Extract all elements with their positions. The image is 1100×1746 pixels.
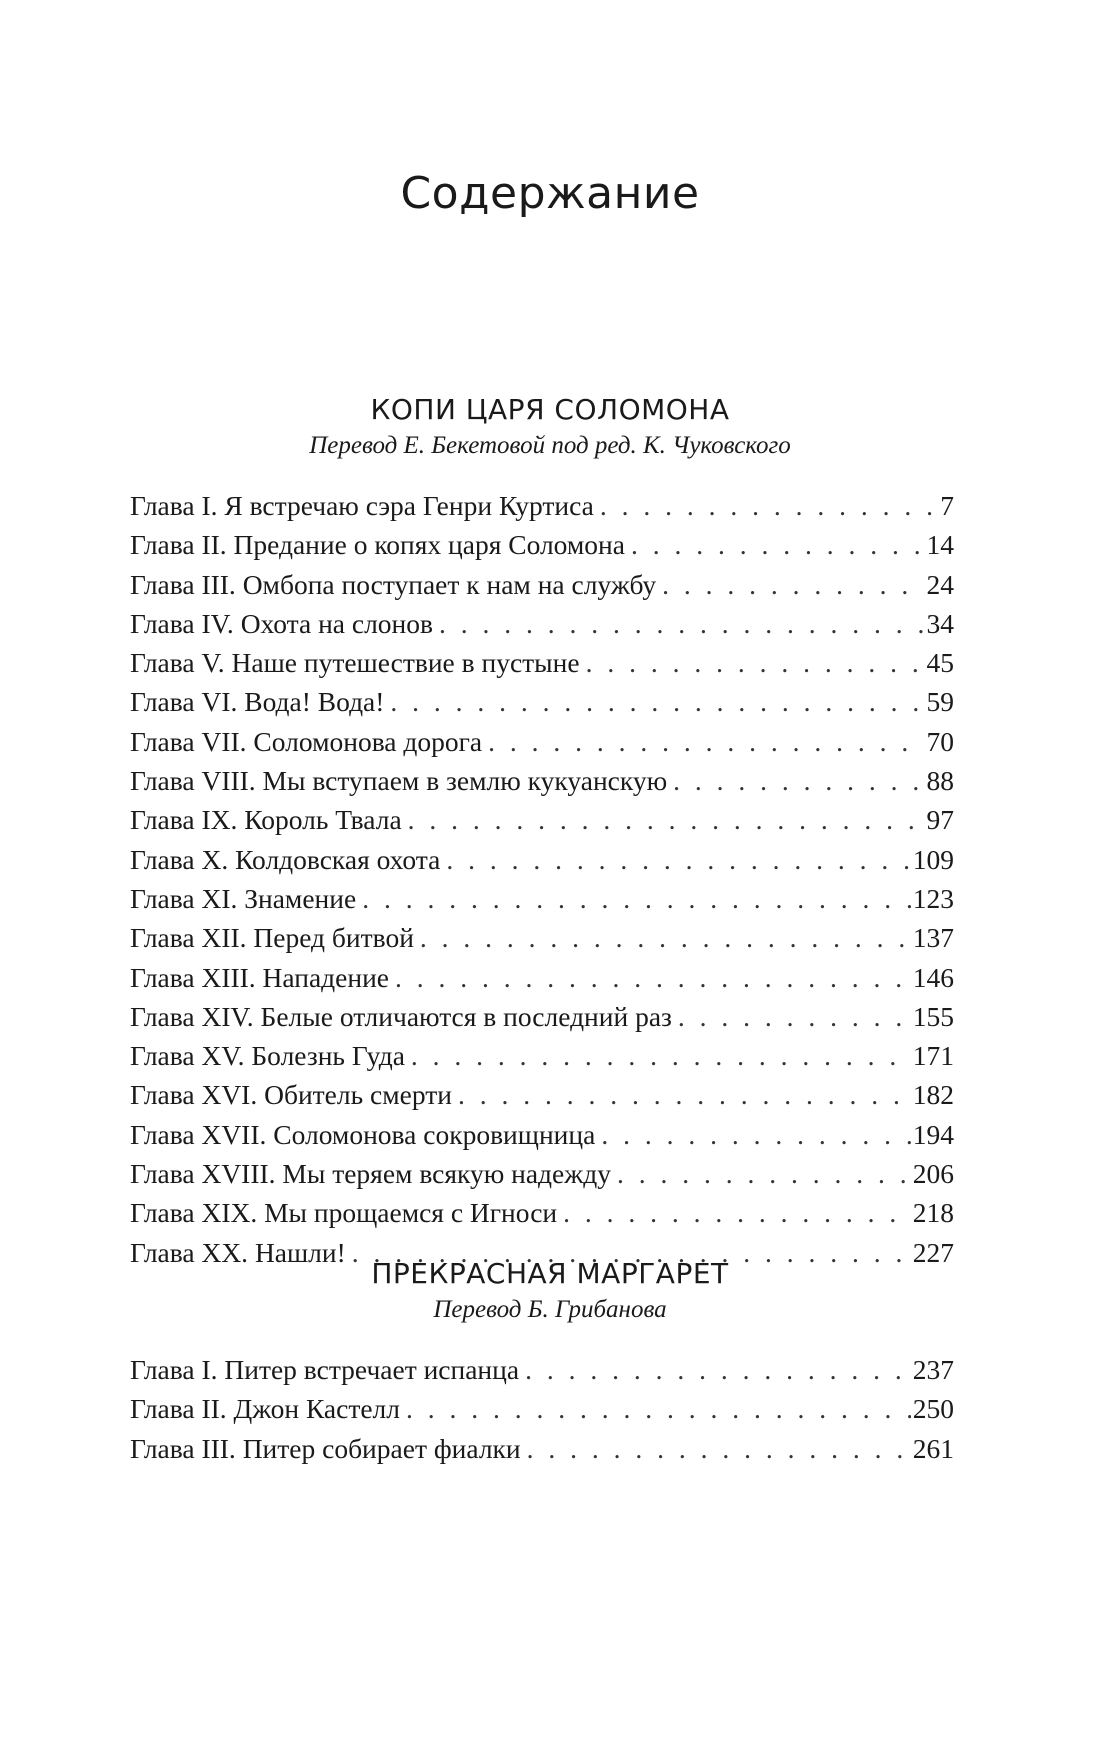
toc-chapter-title: Нападение — [262, 961, 390, 993]
toc-chapter-number: Глава III. — [130, 1432, 236, 1464]
toc-chapter-title: Мы вступаем в землю кукуанскую — [262, 765, 668, 797]
toc-page-number: 171 — [912, 1040, 954, 1072]
toc-chapter-title: Я встречаю сэра Генри Куртиса — [224, 490, 594, 521]
toc-page-number: 155 — [912, 1000, 954, 1032]
toc-page-number: 206 — [912, 1158, 954, 1190]
toc-page-number: 34 — [926, 607, 954, 639]
toc-entry — [130, 604, 954, 643]
toc-leader-dots — [395, 958, 911, 997]
toc-chapter-title: Обитель смерти — [264, 1079, 452, 1111]
toc-chapter-number: Глава XV. — [130, 1040, 245, 1072]
toc-entry — [130, 1115, 954, 1154]
toc-chapter-title: Мы теряем всякую надежду — [282, 1158, 611, 1190]
toc-leader-dots — [563, 1193, 911, 1232]
toc-entry — [130, 1154, 954, 1193]
toc-chapter-number: Глава III. — [130, 568, 236, 600]
toc-entry — [130, 1429, 954, 1468]
toc-chapter-number: Глава II. — [130, 529, 227, 561]
toc-entry — [130, 722, 954, 761]
toc-page-number: 59 — [926, 686, 954, 718]
toc-chapter-number: Глава XVI. — [130, 1079, 258, 1111]
toc-chapter-title: Нашли! — [254, 1236, 346, 1268]
toc-entry — [130, 486, 954, 525]
toc-entry — [130, 918, 954, 957]
toc-leader-dots — [673, 761, 924, 800]
toc-chapter-number: Глава XVIII. — [130, 1158, 276, 1190]
toc-chapter-title: Соломонова сокровищница — [273, 1118, 596, 1150]
toc-entry — [130, 761, 954, 800]
toc-leader-dots — [439, 604, 925, 643]
page-title: Содержание — [400, 168, 700, 219]
toc-chapter-title: Соломонова дорога — [253, 725, 483, 757]
toc-page-number: 7 — [940, 490, 954, 521]
toc-leader-dots — [446, 840, 910, 879]
toc-chapter-title: Джон Кастелл — [233, 1393, 401, 1425]
toc-leader-dots — [458, 1075, 911, 1114]
toc-page-number: 146 — [912, 961, 954, 993]
toc-chapter-number: Глава XIV. — [130, 1000, 254, 1032]
toc-entry — [130, 525, 954, 564]
toc-page-number: 24 — [926, 568, 954, 600]
toc-chapter-title: Предание о копях царя Соломона — [233, 529, 625, 561]
toc-chapter-title: Наше путешествие в пустыне — [231, 647, 580, 679]
toc-entry — [130, 682, 954, 721]
toc-chapter-number: Глава XX. — [130, 1236, 249, 1268]
toc-chapter-number: Глава IX. — [130, 804, 238, 836]
toc-chapter-title: Перед битвой — [253, 922, 414, 954]
toc-chapter-number: Глава I. — [130, 490, 218, 521]
toc-leader-dots — [631, 525, 925, 564]
toc-chapter-number: Глава II. — [130, 1393, 227, 1425]
toc-page-number: 218 — [912, 1197, 954, 1229]
toc-entry — [130, 879, 954, 918]
toc-chapter-number: Глава X. — [130, 843, 229, 875]
toc-page-number: 137 — [912, 922, 954, 954]
toc-leader-dots — [408, 800, 925, 839]
toc-entry — [130, 800, 954, 839]
toc-page-number: 109 — [912, 843, 954, 875]
toc-chapter-title: Мы прощаемся с Игноси — [264, 1197, 558, 1229]
toc-chapter-number: Глава XIII. — [130, 961, 256, 993]
toc-page-number: 88 — [926, 765, 954, 797]
toc-leader-dots — [390, 682, 924, 721]
toc-leader-dots — [678, 997, 911, 1036]
toc-chapter-title: Омбопа поступает к нам на службу — [242, 568, 657, 600]
toc-page-number: 237 — [912, 1354, 954, 1385]
section-translator: Перевод Е. Бекетовой под ред. К. Чуковского — [309, 432, 791, 459]
toc-entry — [130, 565, 954, 604]
toc-chapter-number: Глава XI. — [130, 882, 238, 914]
toc-entry — [130, 1350, 954, 1389]
toc-page-number: 261 — [912, 1432, 954, 1464]
toc-chapter-number: Глава XIX. — [130, 1197, 258, 1229]
toc-chapter-title: Вода! Вода! — [244, 686, 385, 718]
toc-entry — [130, 1036, 954, 1075]
toc-leader-dots — [617, 1154, 911, 1193]
toc-chapter-number: Глава XII. — [130, 922, 247, 954]
toc-chapter-number: Глава XVII. — [130, 1118, 267, 1150]
toc-chapter-title: Король Твала — [244, 804, 402, 836]
toc-entry — [130, 1075, 954, 1114]
toc-chapter-number: Глава VIII. — [130, 765, 256, 797]
toc-leader-dots — [600, 486, 938, 525]
toc-entry — [130, 997, 954, 1036]
toc-leader-dots — [411, 1036, 911, 1075]
toc-chapter-number: Глава I. — [130, 1354, 218, 1385]
toc-page-number: 97 — [926, 804, 954, 836]
toc-chapter-title: Знамение — [244, 882, 357, 914]
section-title: КОПИ ЦАРЯ СОЛОМОНА — [370, 393, 730, 426]
toc-leader-dots — [527, 1429, 911, 1468]
toc-chapter-number: Глава IV. — [130, 607, 234, 639]
toc-leader-dots — [525, 1350, 911, 1389]
toc-page-number: 70 — [926, 725, 954, 757]
toc-page-number: 250 — [912, 1393, 954, 1425]
toc-chapter-number: Глава V. — [130, 647, 225, 679]
toc-page-number: 14 — [926, 529, 954, 561]
toc-chapter-title: Болезнь Гуда — [251, 1040, 405, 1072]
toc-entry — [130, 1193, 954, 1232]
toc-leader-dots — [662, 565, 924, 604]
toc-page-number: 194 — [912, 1118, 954, 1150]
toc-list — [130, 1350, 954, 1468]
toc-chapter-title: Питер встречает испанца — [224, 1354, 520, 1385]
toc-page-number: 227 — [912, 1236, 954, 1268]
toc-entry — [130, 840, 954, 879]
toc-leader-dots — [488, 722, 924, 761]
section-translator: Перевод Б. Грибанова — [433, 1296, 667, 1323]
toc-leader-dots — [406, 1389, 911, 1428]
toc-list — [130, 486, 954, 1272]
section-kopi-tsarya-solomona — [0, 392, 1100, 1272]
toc-leader-dots — [586, 643, 925, 682]
section-title: ПРЕКРАСНАЯ МАРГАРЕТ — [371, 1257, 729, 1290]
toc-chapter-number: Глава VI. — [130, 686, 238, 718]
section-prekrasnaya-margaret — [0, 1256, 1100, 1468]
toc-leader-dots — [601, 1115, 910, 1154]
toc-page-number: 182 — [912, 1079, 954, 1111]
toc-entry — [130, 958, 954, 997]
toc-chapter-title: Колдовская охота — [235, 843, 441, 875]
toc-page-number: 45 — [926, 647, 954, 679]
toc-leader-dots — [362, 879, 911, 918]
toc-chapter-number: Глава VII. — [130, 725, 247, 757]
toc-entry — [130, 1389, 954, 1428]
toc-chapter-title: Белые отличаются в последний раз — [260, 1000, 672, 1032]
toc-entry — [130, 643, 954, 682]
toc-leader-dots — [420, 918, 911, 957]
toc-chapter-title: Питер собирает фиалки — [242, 1432, 521, 1464]
toc-page-number: 123 — [912, 882, 954, 914]
toc-chapter-title: Охота на слонов — [240, 607, 433, 639]
